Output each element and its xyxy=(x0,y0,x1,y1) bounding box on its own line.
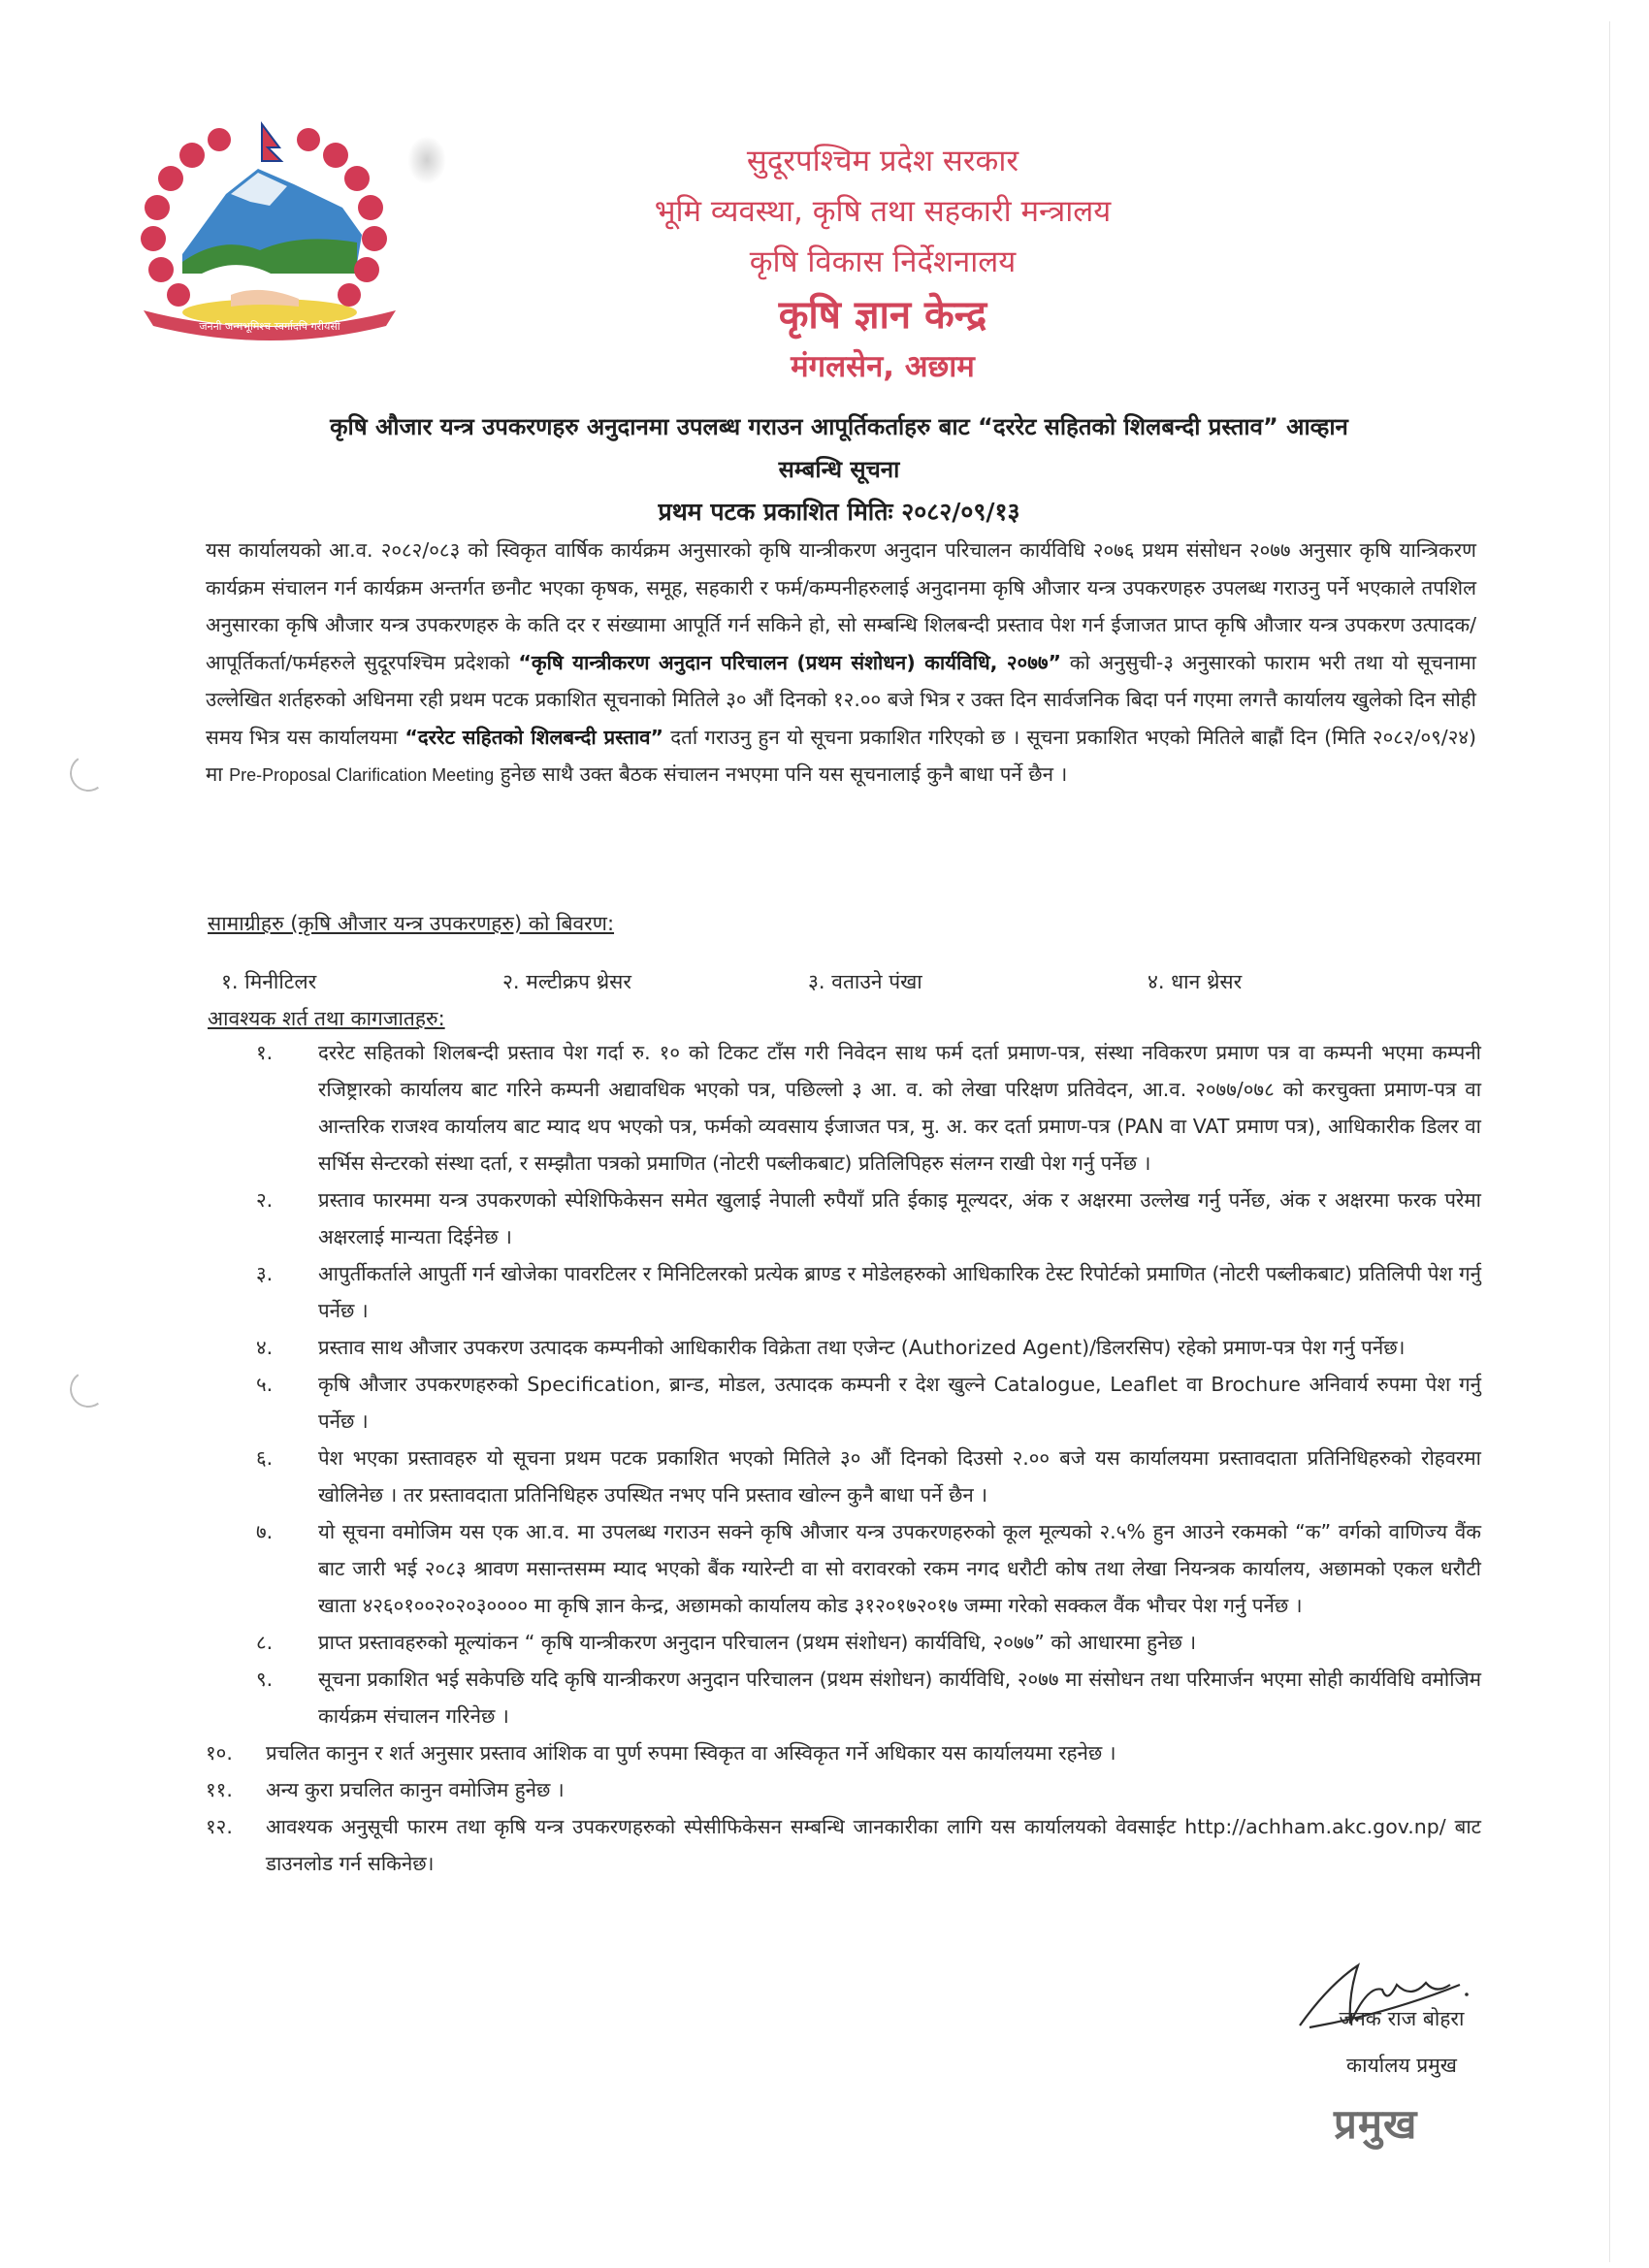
condition-item: ९. सूचना प्रकाशित भई सकेपछि यदि कृषि यान्त्रीकरण अनुदान परिचालन (प्रथम संशोधन) कार्यविधि, २०७७ मा संसोधन तथा परिमार्जन भएमा सोही कार्यविधि वमोजिम कार्यक्रम संचालन गरिनेछ । xyxy=(256,1668,1481,1728)
condition-item: ५. कृषि औजार उपकरणहरुको Specification, ब्रान्ड, मोडल, उत्पादक कम्पनी र देश खुल्ने Catalogue, Leaflet वा Brochure अनिवार्य रुपमा पेश गर्नु पर्नेछ । xyxy=(256,1373,1481,1433)
notice-title-line2: सम्बन्धि सूचना xyxy=(778,456,900,483)
condition-item: ६. पेश भएका प्रस्तावहरु यो सूचना प्रथम पटक प्रकाशित भएको मितिले ३० औं दिनको दिउसो २.०० बजे यस कार्यालयमा प्रस्तावदाता प्रतिनिधिहरुको रोहवरमा खोलिनेछ । तर प्रस्तावदाता प्रतिनिधिहरु उपस्थित नभए पनि प्रस्ताव खोल्न कुनै बाधा पर्ने छैन । xyxy=(256,1446,1481,1507)
directorate-name: कृषि विकास निर्देशनालय xyxy=(749,244,1017,279)
province-government: सुदूरपश्चिम प्रदेश सरकार xyxy=(746,144,1019,178)
condition-item: २. प्रस्ताव फारममा यन्त्र उपकरणको स्पेशिफिकेसन समेत खुलाई नेपाली रुपैयाँ प्रति ईकाइ मूल्यदर, अंक र अक्षरमा उल्लेख गर्नु पर्नेछ, अंक र अक्षरमा फरक परेमा अक्षरलाई मान्यता दिईनेछ । xyxy=(256,1188,1481,1248)
condition-item: १. दररेट सहितको शिलबन्दी प्रस्ताव पेश गर्दा रु. १० को टिकट टाँस गरी निवेदन साथ फर्म दर्ता प्रमाण-पत्र, संस्था नविकरण प्रमाण पत्र वा कम्पनी भएमा कम्पनी रजिष्ट्रारको कार्यालय बाट गरिने कम्पनी अद्यावधिक भएको पत्र, पछिल्लो ३ आ. व. को लेखा परिक्षण प्रतिवेदन, आ.व. २०७७/०७८ को करचुक्ता प्रमाण-पत्र वा आन्तरिक राजश्व कार्यालय बाट म्याद थप भएको पत्र, फर्मको व्यवसाय ईजाजत पत्र, मु. अ. कर दर्ता प्रमाण-पत्र (PAN वा VAT प्रमाण पत्र), आधिकारीक डिलर वा सर्भिस सेन्टरको संस्था दर्ता, र सम्झौता पत्रको प्रमाणित (नोटरी पब्लीकबाट) प्रतिलिपिहरु संलग्न राखी पेश गर्नु पर्नेछ । xyxy=(256,1041,1481,1175)
letterhead xyxy=(543,136,1222,390)
condition-item: ११. अन्य कुरा प्रचलित कानुन वमोजिम हुनेछ । xyxy=(206,1778,565,1801)
meeting-name: Pre-Proposal Clarification Meeting xyxy=(229,765,495,785)
material-item: १. मिनीटिलर xyxy=(221,970,317,993)
condition-item: १२. आवश्यक अनुसूची फारम तथा कृषि यन्त्र उपकरणहरुको स्पेसीफिकेसन सम्बन्धि जानकारीका लागि यस कार्यालयको वेवसाईट http://achham.akc.gov.np/ बाट डाउनलोड गर्न सकिनेछ। xyxy=(206,1815,1481,1875)
notice-title-line1: कृषि औजार यन्त्र उपकरणहरु अनुदानमा उपलब्ध गराउन आपूर्तिकर्ताहरु बाट “दररेट सहितको शिलबन्दी प्रस्ताव” आव्हान xyxy=(330,413,1348,440)
condition-item: ७. यो सूचना वमोजिम यस एक आ.व. मा उपलब्ध गराउन सक्ने कृषि औजार यन्त्र उपकरणहरुको कूल मूल्यको २.५% हुन आउने रकमको “क” वर्गको वाणिज्य वैंक बाट जारी भई २०८३ श्रावण मसान्तसम्म म्याद भएको बैंक ग्यारेन्टी वा सो वरावरको रकम नगद धरौटी कोष तथा लेखा नियन्त्रक कार्यालय, अछामको एकल धरौटी खाता ४२६०१००२०२०३०००० मा कृषि ज्ञान केन्द्र, अछामको कार्यालय कोड ३१२०१७२०१७ जम्मा गरेको सक्कल वैंक भौचर पेश गर्नु पर्नेछ । xyxy=(256,1520,1481,1617)
office-name: कृषि ज्ञान केन्द्र xyxy=(778,293,987,338)
signatory-name: जनक राज बोहरा xyxy=(1339,2007,1465,2030)
stamp-smudge xyxy=(407,136,446,184)
condition-item: ३. आपुर्तीकर्ताले आपुर्ती गर्न खोजेका पावरटिलर र मिनिटिलरको प्रत्येक ब्राण्ड र मोडेलहरुको आधिकारिक टेस्ट रिपोर्टको प्रमाणित (नोटरी पब्लीकबाट) प्रतिलिपी पेश गर्नु पर्नेछ । xyxy=(256,1262,1481,1322)
proposal-name: “दररेट सहितको शिलबन्दी प्रस्ताव” xyxy=(404,725,664,749)
condition-item: ४. प्रस्ताव साथ औजार उपकरण उत्पादक कम्पनीको आधिकारीक विक्रेता तथा एजेन्ट (Authorized Agent)/डिलरसिप) रहेको प्रमाण-पत्र पेश गर्नु पर्नेछ। xyxy=(256,1336,1406,1359)
signatory-designation: कार्यालय प्रमुख xyxy=(1346,2054,1457,2077)
notice-title xyxy=(194,405,1484,534)
designation-stamp: प्रमुख xyxy=(1334,2100,1418,2148)
ministry-name: भूमि व्यवस्था, कृषि तथा सहकारी मन्त्रालय xyxy=(654,194,1112,229)
material-item: ४. धान थ्रेसर xyxy=(1148,970,1243,993)
conditions-heading: आवश्यक शर्त तथा कागजातहरु: xyxy=(208,1007,445,1030)
intro-paragraph xyxy=(206,532,1476,794)
procedure-name: “कृषि यान्त्रीकरण अनुदान परिचालन (प्रथम संशोधन) कार्यविधि, २०७७” xyxy=(518,650,1061,674)
material-item: ३. वताउने पंखा xyxy=(808,970,922,993)
condition-item: ८. प्राप्त प्रस्तावहरुको मूल्यांकन “ कृषि यान्त्रीकरण अनुदान परिचालन (प्रथम संशोधन) कार्यविधि, २०७७” को आधारमा हुनेछ । xyxy=(256,1631,1197,1654)
emblem-motto: जननी जन्मभूमिश्च स्वर्गादपि गरीयसी xyxy=(199,320,340,333)
office-location: मंगलसेन, अछाम xyxy=(791,349,975,384)
punch-hole-mark xyxy=(67,1368,110,1410)
condition-item: १०. प्रचलित कानुन र शर्त अनुसार प्रस्ताव आंशिक वा पुर्ण रुपमा स्विकृत वा अस्विकृत गर्ने अधिकार यस कार्यालयमा रहनेछ । xyxy=(206,1741,1116,1765)
materials-heading: सामाग्रीहरु (कृषि औजार यन्त्र उपकरणहरु) को बिवरण: xyxy=(208,912,615,935)
intro-text: हुनेछ साथै उक्त बैठक संचालन नभएमा पनि यस सूचनालाई कुनै बाधा पर्ने छैन । xyxy=(494,762,1068,786)
intro-text: दर्ता गराउनु हुन यो सूचना प्रकाशित गरिएको छ । सूचना प्रकाशित भएको मितिले बाह्रौं दिन (मिति २०८२/०९/२४) मा xyxy=(206,725,1477,786)
flag-icon xyxy=(262,124,281,161)
nepal-emblem-icon xyxy=(114,118,425,341)
publication-date: प्रथम पटक प्रकाशित मितिः २०८२/०९/१३ xyxy=(658,498,1020,526)
material-item: २. मल्टीक्रप थ्रेसर xyxy=(502,970,631,993)
punch-hole-mark xyxy=(67,752,110,794)
intro-text: यस कार्यालयको आ.व. २०८२/०८३ को स्विकृत वार्षिक कार्यक्रम अनुसारको कृषि यान्त्रीकरण अनुदान परिचालन कार्यविधि २०७६ प्रथम संसोधन २०७७ अनुसार कृषि यान्त्रिकरण कार्यक्रम संचालन गर्न कार्यक्रम अन्तर्गत छनौट भएका कृषक, समूह, सहकारी र फर्म/कम्पनीहरुलाई अनुदानमा कृषि औजार यन्त्र उपकरणहरु उपलब्ध गराउनु पर्ने भएकाले तपशिल अनुसारका कृषि औजार यन्त्र उपकरणहरु के कति दर र संख्यामा आपूर्ति गर्न सकिने हो, सो सम्बन्धि शिलबन्दी प्रस्ताव पेश गर्न ईजाजत प्राप्त कृषि औजार यन्त्र उपकरण उत्पादक/ आपूर्तिकर्ता/फर्महरुले सुदूरपश्चिम प्रदेशको xyxy=(206,538,1476,674)
conditions-list xyxy=(206,1034,1481,1882)
intro-text: को अनुसुची-३ अनुसारको फाराम भरी तथा यो सूचनामा उल्लेखित शर्तहरुको अधिनमा रही प्रथम पटक प्रकाशित सूचनाको मितिले ३० औं दिनको १२.०० बजे भित्र र उक्त दिन सार्वजनिक बिदा पर्न गएमा लगत्तै कार्यालय खुलेको दिन सोही समय भित्र यस कार्यालयमा xyxy=(206,650,1476,749)
page-edge-line xyxy=(1609,21,1610,2262)
